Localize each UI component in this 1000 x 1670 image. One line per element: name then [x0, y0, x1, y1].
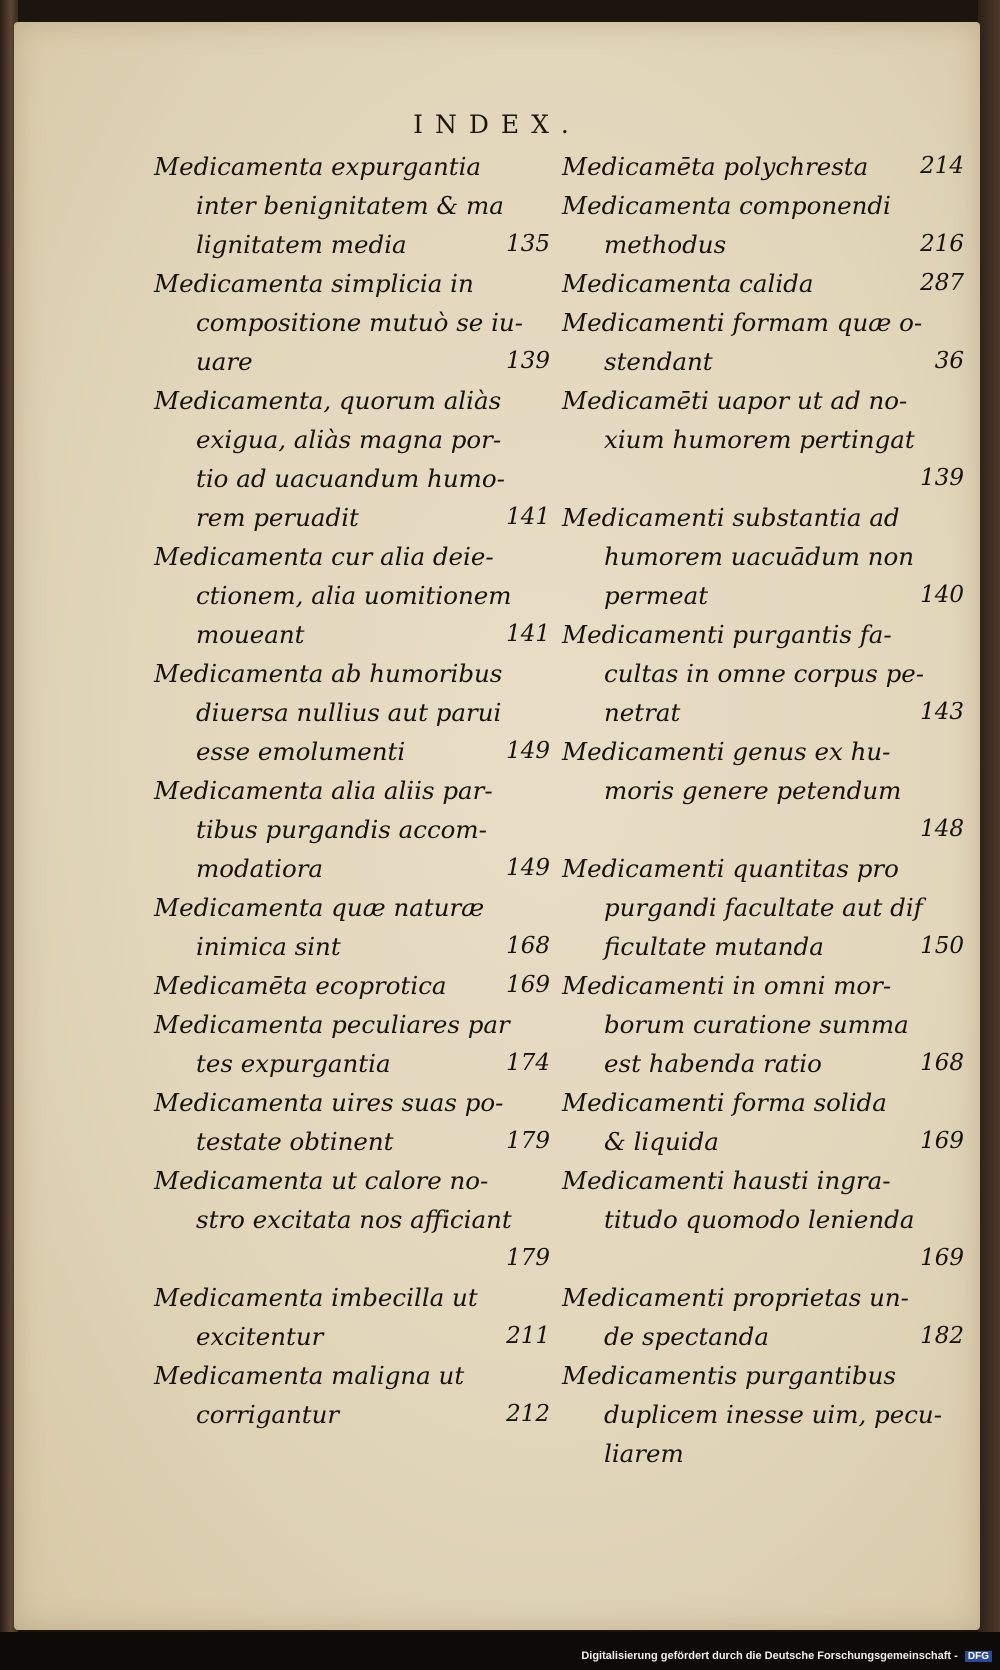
index-entry-text: Medicamenta maligna ut — [154, 1361, 465, 1390]
index-entry-text: stro excitata nos afficiant — [196, 1205, 512, 1234]
index-entry-line — [562, 654, 968, 693]
index-entry-text: Medicamenta imbecilla ut — [154, 1283, 478, 1312]
index-entry-text: rem peruadit — [196, 503, 359, 532]
page-reference: 174 — [506, 1050, 550, 1076]
index-entry-text: & liquida — [604, 1127, 719, 1156]
index-entry-text: xium humorem pertingat — [604, 425, 915, 454]
index-entry-line — [562, 1044, 968, 1083]
page-reference: 148 — [920, 816, 964, 842]
index-entry-text: Medicamenti quantitas pro — [562, 854, 899, 883]
index-entry — [562, 1161, 968, 1278]
index-entry-text: Medicamenta alia aliis par- — [154, 776, 493, 805]
index-entry-line — [562, 1005, 968, 1044]
page-reference: 212 — [506, 1401, 550, 1427]
index-entry-text: corrigantur — [196, 1400, 340, 1429]
index-entry-text: Medicamenta expurgantia — [154, 152, 482, 181]
page-reference: 169 — [920, 1128, 964, 1154]
page-reference: 179 — [506, 1128, 550, 1154]
index-entry-line — [154, 225, 554, 264]
index-entry-line — [154, 303, 554, 342]
index-entry-line — [562, 1200, 968, 1239]
page-reference: 36 — [934, 348, 964, 374]
index-entry-text: netrat — [604, 698, 681, 727]
index-entry-text: Medicamenti substantia ad — [562, 503, 900, 532]
index-entry-line — [562, 732, 968, 771]
index-entry — [562, 849, 968, 966]
index-entry — [154, 888, 554, 966]
index-entry-line — [562, 849, 968, 888]
index-entry-line — [562, 693, 968, 732]
index-entry-text: uare — [196, 347, 253, 376]
index-entry-line — [154, 1200, 554, 1239]
index-entry-text: tibus purgandis accom- — [196, 815, 487, 844]
index-entry-line — [562, 888, 968, 927]
index-entry-text: permeat — [604, 581, 709, 610]
index-entry-line — [154, 1395, 554, 1434]
index-entry-text: Medicamenti purgantis fa- — [562, 620, 892, 649]
index-entry-line — [562, 615, 968, 654]
page-reference: 140 — [920, 582, 964, 608]
index-entry-line — [154, 849, 554, 888]
index-entry-text: inimica sint — [196, 932, 341, 961]
page-reference: 150 — [920, 933, 964, 959]
index-entry-line — [154, 1005, 554, 1044]
index-entry-text: Medicamēti uapor ut ad no- — [562, 386, 908, 415]
dfg-logo: DFG — [965, 1651, 992, 1662]
index-entry-text: Medicamenti forma solida — [562, 1088, 887, 1117]
page-reference: 139 — [506, 348, 550, 374]
page-reference: 143 — [920, 699, 964, 725]
index-entry-text: excitentur — [196, 1322, 324, 1351]
index-entry-line — [562, 225, 968, 264]
index-entry-text: testate obtinent — [196, 1127, 394, 1156]
page-reference: 179 — [506, 1245, 550, 1271]
index-entry-text: Medicamenti in omni mor- — [562, 971, 892, 1000]
index-entry-text: Medicamenta, quorum aliàs — [154, 386, 502, 415]
index-entry — [562, 1278, 968, 1356]
index-entry-line — [562, 1278, 968, 1317]
index-entry-line — [562, 771, 968, 810]
index-entry-line — [154, 186, 554, 225]
page-reference: 141 — [506, 504, 550, 530]
index-entry — [562, 147, 968, 186]
page-reference: 141 — [506, 621, 550, 647]
index-entry-text: lignitatem media — [196, 230, 407, 259]
page-reference: 168 — [920, 1050, 964, 1076]
index-entry-line — [562, 498, 968, 537]
index-entry-line — [562, 1083, 968, 1122]
index-entry — [154, 1083, 554, 1161]
index-entry — [562, 303, 968, 381]
index-entry-text: moris genere petendum — [604, 776, 902, 805]
index-entry-text: de spectanda — [604, 1322, 769, 1351]
running-header: INDEX. — [413, 110, 581, 139]
index-entry-line — [154, 459, 554, 498]
index-entry-line — [154, 732, 554, 771]
index-entry-text: Medicamenta peculiares par — [154, 1010, 510, 1039]
index-entry — [154, 1161, 554, 1278]
index-entry-line — [154, 1083, 554, 1122]
index-entry — [154, 147, 554, 264]
index-entry-line — [154, 537, 554, 576]
index-entry — [154, 1005, 554, 1083]
index-entry-line — [154, 771, 554, 810]
index-entry-line — [562, 420, 968, 459]
index-entry-text: Medicamenta simplicia in — [154, 269, 474, 298]
page-reference: 149 — [506, 855, 550, 881]
index-entry-line — [562, 1395, 968, 1434]
index-entry-line — [154, 381, 554, 420]
page-reference: 149 — [506, 738, 550, 764]
index-entry — [154, 264, 554, 381]
index-entry-text: Medicamenta quæ naturæ — [154, 893, 485, 922]
page-reference: 287 — [920, 270, 964, 296]
index-entry — [562, 732, 968, 849]
index-entry-line — [154, 1161, 554, 1200]
index-entry — [154, 1356, 554, 1434]
index-entry-text: exigua, aliàs magna por- — [196, 425, 502, 454]
page-reference: 135 — [506, 231, 550, 257]
page-reference: 214 — [920, 153, 964, 179]
index-entry-line — [154, 1356, 554, 1395]
index-entry-text: Medicamenta uires suas po- — [154, 1088, 504, 1117]
index-entry-text: purgandi facultate aut dif — [604, 893, 923, 922]
index-entry-line — [154, 147, 554, 186]
index-entry-text: modatiora — [196, 854, 324, 883]
index-entry-text: Medicamēta ecoprotica — [154, 971, 447, 1000]
index-entry — [562, 1083, 968, 1161]
index-entry-line — [154, 498, 554, 537]
index-entry-line — [154, 264, 554, 303]
index-entry-line — [562, 966, 968, 1005]
index-entry-line — [562, 264, 968, 303]
index-entry-text: Medicamenta ab humoribus — [154, 659, 503, 688]
index-entry-line — [154, 810, 554, 849]
index-entry-line — [562, 147, 968, 186]
index-entry — [562, 186, 968, 264]
index-entry — [154, 537, 554, 654]
page-reference: 169 — [506, 972, 550, 998]
page-edge — [978, 0, 1000, 1632]
index-entry-line — [562, 810, 968, 849]
index-entry-line — [154, 1122, 554, 1161]
page-reference: 139 — [920, 465, 964, 491]
index-entry-line — [154, 966, 554, 1005]
index-entry-line — [562, 342, 968, 381]
index-entry-text: moueant — [196, 620, 305, 649]
index-entry-text: Medicamenta calida — [562, 269, 814, 298]
index-entry-text: stendant — [604, 347, 713, 376]
index-entry-line — [562, 186, 968, 225]
index-entry-line — [154, 615, 554, 654]
index-entry — [562, 498, 968, 615]
index-entry-text: Medicamenta cur alia deie- — [154, 542, 494, 571]
index-entry-text: Medicamēta polychresta — [562, 152, 869, 181]
index-entry — [154, 771, 554, 888]
index-entry-line — [154, 654, 554, 693]
paper-page — [14, 22, 980, 1630]
index-entry-line — [562, 459, 968, 498]
page-reference: 182 — [920, 1323, 964, 1349]
index-entry-text: est habenda ratio — [604, 1049, 822, 1078]
index-entry-text: Medicamenti proprietas un- — [562, 1283, 909, 1312]
index-entry — [562, 615, 968, 732]
credit-text: Digitalisierung gefördert durch die Deutsche Forschungsgemeinschaft - — [581, 1650, 958, 1662]
index-entry-line — [154, 420, 554, 459]
index-entry-line — [154, 1044, 554, 1083]
index-column-left — [154, 147, 554, 1434]
index-entry — [562, 381, 968, 498]
page-reference: 211 — [506, 1323, 550, 1349]
index-entry-text: ficultate mutanda — [604, 932, 824, 961]
index-entry-text: compositione mutuò se iu- — [196, 308, 523, 337]
index-entry-line — [154, 342, 554, 381]
index-entry — [154, 966, 554, 1005]
index-entry — [562, 1356, 968, 1473]
index-entry-line — [154, 1278, 554, 1317]
index-entry-line — [562, 1161, 968, 1200]
page-reference — [964, 1434, 968, 1473]
index-entry-line — [154, 693, 554, 732]
index-entry-text: Medicamenta componendi — [562, 191, 891, 220]
index-entry-line — [562, 576, 968, 615]
index-entry — [154, 381, 554, 537]
index-entry-text: Medicamenta ut calore no- — [154, 1166, 489, 1195]
index-entry-line — [154, 1317, 554, 1356]
index-entry-line — [562, 1434, 968, 1473]
index-entry-line — [562, 927, 968, 966]
index-entry-line — [154, 1239, 554, 1278]
index-entry-text: Medicamentis purgantibus — [562, 1361, 896, 1390]
index-entry-line — [562, 1239, 968, 1278]
index-entry-line — [562, 381, 968, 420]
index-entry — [154, 1278, 554, 1356]
index-entry-line — [562, 1356, 968, 1395]
index-entry-text: ctionem, alia uomitionem — [196, 581, 512, 610]
index-entry-text: methodus — [604, 230, 727, 259]
index-entry — [562, 966, 968, 1083]
index-entry-line — [154, 576, 554, 615]
index-entry-line — [154, 888, 554, 927]
index-entry — [562, 264, 968, 303]
index-entry-text: Medicamenti genus ex hu- — [562, 737, 891, 766]
index-entry-text: tes expurgantia — [196, 1049, 391, 1078]
index-column-right — [562, 147, 968, 1473]
index-entry-text: Medicamenti hausti ingra- — [562, 1166, 891, 1195]
index-entry-text: titudo quomodo lenienda — [604, 1205, 915, 1234]
index-entry-text: inter benignitatem & ma — [196, 191, 504, 220]
index-entry-text: borum curatione summa — [604, 1010, 909, 1039]
index-entry-text: esse emolumenti — [196, 737, 406, 766]
funding-credit — [581, 1650, 992, 1662]
page-reference: 216 — [920, 231, 964, 257]
index-entry-line — [562, 303, 968, 342]
index-entry-text: Medicamenti formam quæ o- — [562, 308, 923, 337]
index-entry-text: cultas in omne corpus pe- — [604, 659, 925, 688]
index-entry-text: duplicem inesse uim, pecu- — [604, 1400, 942, 1429]
index-entry-line — [154, 927, 554, 966]
page-reference: 169 — [920, 1245, 964, 1271]
index-entry-line — [562, 537, 968, 576]
index-entry — [154, 654, 554, 771]
index-entry-text: tio ad uacuandum humo- — [196, 464, 505, 493]
index-entry-text: humorem uacuādum non — [604, 542, 915, 571]
index-entry-text: liarem — [604, 1439, 684, 1468]
index-entry-line — [562, 1317, 968, 1356]
page-reference: 168 — [506, 933, 550, 959]
index-entry-line — [562, 1122, 968, 1161]
index-entry-text: diuersa nullius aut parui — [196, 698, 502, 727]
